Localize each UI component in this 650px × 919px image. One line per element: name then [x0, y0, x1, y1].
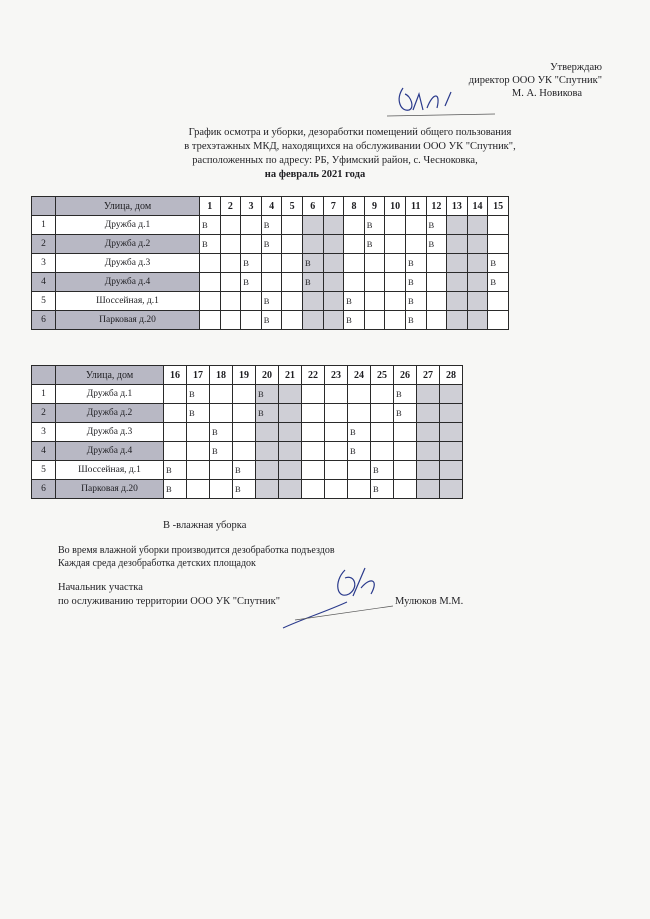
header-day-11: 11 [405, 197, 426, 216]
street-address: Парковая д.20 [56, 480, 164, 499]
day-cell [279, 480, 302, 499]
row-number: 5 [32, 461, 56, 480]
day-cell [344, 216, 365, 235]
legend: В -влажная уборка [163, 520, 247, 531]
day-cell [302, 235, 323, 254]
day-cell [426, 292, 447, 311]
table-row [32, 235, 509, 254]
day-cell: В [261, 216, 282, 235]
street-address: Шоссейная, д.1 [56, 292, 200, 311]
header-day-16: 16 [164, 366, 187, 385]
row-number: 2 [32, 235, 56, 254]
table-row [32, 461, 463, 480]
day-cell [371, 404, 394, 423]
director-signature [385, 82, 505, 122]
table-row [32, 311, 509, 330]
day-cell [344, 254, 365, 273]
table-row [32, 442, 463, 461]
day-cell: В [348, 423, 371, 442]
day-cell [417, 385, 440, 404]
day-cell [187, 480, 210, 499]
day-cell [261, 273, 282, 292]
day-cell [348, 480, 371, 499]
day-cell [488, 235, 509, 254]
day-cell [364, 311, 385, 330]
day-cell [164, 404, 187, 423]
day-cell: В [241, 273, 262, 292]
row-number: 4 [32, 442, 56, 461]
day-cell [440, 442, 463, 461]
day-cell: В [426, 235, 447, 254]
day-cell [364, 292, 385, 311]
day-cell: В [405, 292, 426, 311]
day-cell: В [488, 273, 509, 292]
day-cell [394, 423, 417, 442]
day-cell [241, 292, 262, 311]
row-number: 2 [32, 404, 56, 423]
day-cell [210, 461, 233, 480]
day-cell: В [426, 216, 447, 235]
street-address: Дружба д.2 [56, 235, 200, 254]
title-line-4: на февраль 2021 года [264, 169, 366, 180]
day-cell [417, 404, 440, 423]
day-cell [233, 385, 256, 404]
day-cell [302, 385, 325, 404]
day-cell [447, 273, 468, 292]
day-cell [233, 404, 256, 423]
header-day-22: 22 [302, 366, 325, 385]
street-address: Дружба д.2 [56, 404, 164, 423]
document-title [0, 126, 650, 182]
table-header-row [32, 366, 463, 385]
day-cell [325, 423, 348, 442]
day-cell [417, 423, 440, 442]
street-address: Дружба д.3 [56, 254, 200, 273]
day-cell: В [302, 273, 323, 292]
header-day-28: 28 [440, 366, 463, 385]
day-cell [325, 404, 348, 423]
signature-block [58, 581, 280, 609]
day-cell [325, 442, 348, 461]
day-cell: В [261, 235, 282, 254]
day-cell [385, 254, 406, 273]
day-cell [344, 273, 365, 292]
day-cell [488, 216, 509, 235]
day-cell [394, 480, 417, 499]
header-day-14: 14 [467, 197, 488, 216]
day-cell: В [256, 404, 279, 423]
day-cell [210, 385, 233, 404]
day-cell [447, 311, 468, 330]
title-line-1: График осмотра и уборки, дезоработки помещений общего пользования [188, 127, 512, 138]
table-row [32, 404, 463, 423]
day-cell [394, 461, 417, 480]
day-cell: В [371, 480, 394, 499]
signer-name: Мулюков М.М. [395, 596, 464, 607]
day-cell [187, 461, 210, 480]
day-cell [279, 385, 302, 404]
header-day-27: 27 [417, 366, 440, 385]
day-cell [426, 273, 447, 292]
day-cell [467, 254, 488, 273]
day-cell [467, 273, 488, 292]
row-number: 3 [32, 254, 56, 273]
day-cell [325, 385, 348, 404]
day-cell: В [233, 480, 256, 499]
day-cell [233, 423, 256, 442]
day-cell: В [344, 292, 365, 311]
header-street: Улица, дом [56, 197, 200, 216]
row-number: 1 [32, 385, 56, 404]
header-number-cell [32, 366, 56, 385]
street-address: Шоссейная, д.1 [56, 461, 164, 480]
header-day-18: 18 [210, 366, 233, 385]
day-cell: В [371, 461, 394, 480]
note-line-2: Каждая среда дезобработка детских площадок [58, 558, 256, 569]
approval-line-3: М. А. Новикова [511, 88, 582, 99]
day-cell [385, 311, 406, 330]
day-cell: В [210, 442, 233, 461]
day-cell: В [187, 385, 210, 404]
day-cell: В [405, 254, 426, 273]
day-cell [417, 442, 440, 461]
day-cell [282, 216, 303, 235]
day-cell [241, 216, 262, 235]
day-cell [426, 254, 447, 273]
day-cell [200, 311, 221, 330]
row-number: 6 [32, 480, 56, 499]
day-cell [164, 423, 187, 442]
day-cell [371, 442, 394, 461]
table-header-row [32, 197, 509, 216]
header-day-3: 3 [241, 197, 262, 216]
day-cell [302, 480, 325, 499]
approval-line-2: директор ООО УК "Спутник" [468, 75, 602, 86]
header-day-8: 8 [344, 197, 365, 216]
header-day-7: 7 [323, 197, 344, 216]
header-day-10: 10 [385, 197, 406, 216]
day-cell [164, 385, 187, 404]
day-cell: В [200, 216, 221, 235]
day-cell [364, 254, 385, 273]
day-cell [241, 311, 262, 330]
street-address: Дружба д.1 [56, 216, 200, 235]
header-day-2: 2 [220, 197, 241, 216]
day-cell: В [488, 254, 509, 273]
day-cell: В [200, 235, 221, 254]
day-cell: В [233, 461, 256, 480]
table-row [32, 254, 509, 273]
day-cell [440, 423, 463, 442]
header-day-1: 1 [200, 197, 221, 216]
header-day-21: 21 [279, 366, 302, 385]
day-cell [467, 235, 488, 254]
day-cell [220, 216, 241, 235]
day-cell [282, 273, 303, 292]
day-cell [447, 254, 468, 273]
day-cell [467, 216, 488, 235]
day-cell [200, 292, 221, 311]
day-cell [256, 423, 279, 442]
day-cell [364, 273, 385, 292]
header-day-9: 9 [364, 197, 385, 216]
day-cell [467, 311, 488, 330]
header-day-15: 15 [488, 197, 509, 216]
header-day-24: 24 [348, 366, 371, 385]
day-cell [279, 423, 302, 442]
day-cell: В [261, 292, 282, 311]
day-cell [323, 216, 344, 235]
day-cell [440, 480, 463, 499]
day-cell [325, 461, 348, 480]
day-cell [385, 273, 406, 292]
day-cell: В [210, 423, 233, 442]
day-cell: В [261, 311, 282, 330]
day-cell [241, 235, 262, 254]
day-cell: В [187, 404, 210, 423]
day-cell [371, 385, 394, 404]
day-cell [447, 292, 468, 311]
day-cell [447, 235, 468, 254]
day-cell [302, 404, 325, 423]
day-cell [282, 254, 303, 273]
day-cell [385, 292, 406, 311]
day-cell [210, 404, 233, 423]
day-cell [394, 442, 417, 461]
day-cell [220, 311, 241, 330]
header-day-17: 17 [187, 366, 210, 385]
header-day-25: 25 [371, 366, 394, 385]
day-cell: В [394, 404, 417, 423]
day-cell [279, 404, 302, 423]
day-cell [261, 254, 282, 273]
day-cell: В [164, 480, 187, 499]
street-address: Дружба д.1 [56, 385, 164, 404]
title-line-2: в трехэтажных МКД, находящихся на обслуживании ООО УК "Спутник", [184, 141, 516, 152]
header-day-26: 26 [394, 366, 417, 385]
day-cell [323, 254, 344, 273]
header-day-13: 13 [447, 197, 468, 216]
day-cell: В [405, 273, 426, 292]
street-address: Дружба д.4 [56, 273, 200, 292]
table-row [32, 216, 509, 235]
day-cell: В [364, 235, 385, 254]
row-number: 6 [32, 311, 56, 330]
day-cell [302, 216, 323, 235]
day-cell [348, 404, 371, 423]
row-number: 5 [32, 292, 56, 311]
day-cell: В [364, 216, 385, 235]
table-row [32, 292, 509, 311]
day-cell [323, 292, 344, 311]
day-cell [302, 442, 325, 461]
header-day-12: 12 [426, 197, 447, 216]
day-cell: В [256, 385, 279, 404]
day-cell [279, 442, 302, 461]
day-cell [348, 461, 371, 480]
header-day-19: 19 [233, 366, 256, 385]
day-cell [447, 216, 468, 235]
day-cell [256, 480, 279, 499]
day-cell [233, 442, 256, 461]
day-cell [256, 461, 279, 480]
day-cell [417, 461, 440, 480]
day-cell [200, 254, 221, 273]
day-cell [440, 404, 463, 423]
row-number: 4 [32, 273, 56, 292]
day-cell [220, 273, 241, 292]
day-cell: В [302, 254, 323, 273]
day-cell [302, 423, 325, 442]
day-cell [210, 480, 233, 499]
day-cell [302, 311, 323, 330]
day-cell: В [394, 385, 417, 404]
day-cell: В [344, 311, 365, 330]
table-row [32, 273, 509, 292]
day-cell [187, 442, 210, 461]
day-cell [282, 235, 303, 254]
street-address: Дружба д.4 [56, 442, 164, 461]
header-day-4: 4 [261, 197, 282, 216]
day-cell [220, 254, 241, 273]
day-cell [426, 311, 447, 330]
table-row [32, 480, 463, 499]
day-cell [220, 235, 241, 254]
day-cell [323, 235, 344, 254]
signature-line-2: по ослуживанию территории ООО УК "Спутник" [58, 596, 281, 607]
table-row [32, 423, 463, 442]
day-cell [256, 442, 279, 461]
day-cell [220, 292, 241, 311]
day-cell [302, 461, 325, 480]
day-cell: В [405, 311, 426, 330]
day-cell [385, 235, 406, 254]
day-cell [282, 311, 303, 330]
day-cell [325, 480, 348, 499]
day-cell [302, 292, 323, 311]
day-cell: В [348, 442, 371, 461]
day-cell: В [164, 461, 187, 480]
day-cell [282, 292, 303, 311]
approval-line-1: Утверждаю [550, 62, 602, 73]
day-cell [323, 273, 344, 292]
day-cell [467, 292, 488, 311]
chief-signature [275, 560, 405, 635]
day-cell [371, 423, 394, 442]
day-cell [405, 235, 426, 254]
day-cell: В [241, 254, 262, 273]
schedule-table-2 [31, 365, 463, 499]
row-number: 3 [32, 423, 56, 442]
header-day-6: 6 [302, 197, 323, 216]
note-line-1: Во время влажной уборки производится дезобработка подъездов [58, 545, 335, 556]
header-street: Улица, дом [56, 366, 164, 385]
row-number: 1 [32, 216, 56, 235]
day-cell [344, 235, 365, 254]
header-day-5: 5 [282, 197, 303, 216]
day-cell [488, 292, 509, 311]
street-address: Парковая д.20 [56, 311, 200, 330]
header-day-23: 23 [325, 366, 348, 385]
header-day-20: 20 [256, 366, 279, 385]
day-cell [348, 385, 371, 404]
day-cell [417, 480, 440, 499]
day-cell [164, 442, 187, 461]
schedule-table-1 [31, 196, 509, 330]
street-address: Дружба д.3 [56, 423, 164, 442]
day-cell [385, 216, 406, 235]
table-row [32, 385, 463, 404]
day-cell [323, 311, 344, 330]
day-cell [279, 461, 302, 480]
header-number-cell [32, 197, 56, 216]
day-cell [440, 385, 463, 404]
day-cell [488, 311, 509, 330]
title-line-3: расположенных по адресу: РБ, Уфимский район, с. Чесноковка, [192, 155, 478, 166]
signature-line-1: Начальник участка [58, 582, 143, 593]
day-cell [405, 216, 426, 235]
day-cell [200, 273, 221, 292]
day-cell [187, 423, 210, 442]
day-cell [440, 461, 463, 480]
